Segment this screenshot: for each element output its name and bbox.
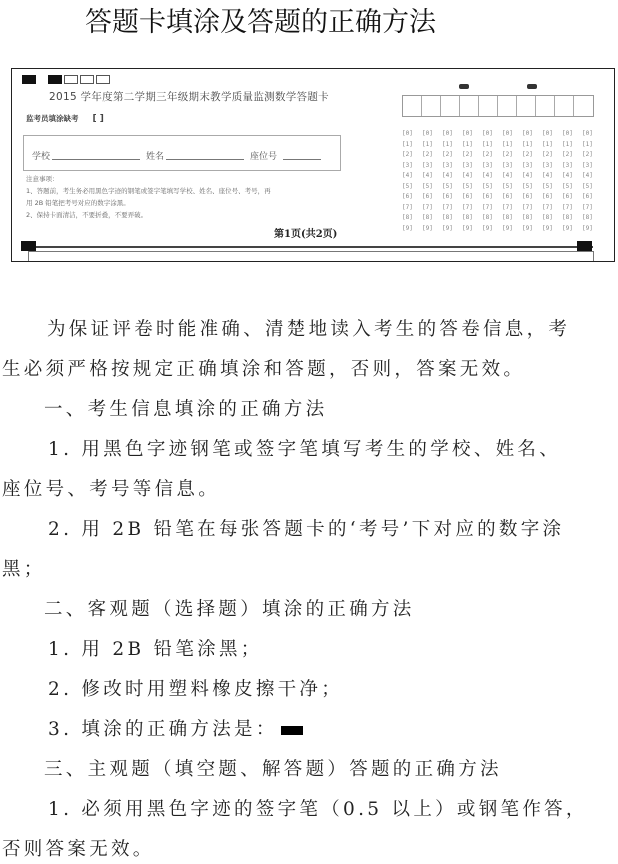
section2-item2: 2. 修改时用塑料橡皮擦干净； — [48, 679, 344, 700]
digit-bubble: [4] — [442, 172, 453, 179]
digit-bubble: [6] — [582, 193, 593, 200]
digit-bubble: [0] — [582, 130, 593, 137]
digit-bubble: [3] — [542, 161, 553, 169]
section-heading-1: 一、考生信息填涂的正确方法 — [44, 399, 328, 420]
digit-bubble: [0] — [442, 130, 453, 137]
section1-item1-line: 1. 用黑色字迹钢笔或签字笔填写考生的学校、姓名、 — [48, 439, 562, 460]
digit-bubble: [4] — [542, 172, 553, 179]
alignment-block-left — [21, 241, 36, 251]
digit-bubble: [7] — [582, 203, 593, 211]
digit-bubble: [7] — [442, 203, 453, 211]
section-heading-3: 三、主观题（填空题、解答题）答题的正确方法 — [44, 759, 502, 780]
digit-bubble: [8] — [422, 214, 433, 221]
section1-item2-line: 2. 用 2B 铅笔在每张答题卡的‘考号’下对应的数字涂 — [48, 519, 565, 540]
digit-bubble: [2] — [502, 151, 513, 158]
digit-bubble: [6] — [402, 193, 413, 200]
digit-bubble: [8] — [582, 214, 593, 221]
digit-bubble: [0] — [522, 130, 533, 137]
digit-bubble: [9] — [522, 224, 533, 232]
digit-bubble: [6] — [542, 193, 553, 200]
info-field-blank — [166, 158, 244, 160]
section2-item1: 1. 用 2B 铅笔涂黑； — [48, 639, 263, 660]
digit-bubble: [1] — [582, 140, 593, 148]
proctor-absence-field — [26, 113, 104, 124]
exam-number-box — [460, 96, 479, 116]
card-inner-frame — [28, 251, 594, 262]
exam-number-box — [517, 96, 536, 116]
exam-number-label-glyph — [459, 84, 469, 89]
digit-bubble: [7] — [522, 203, 533, 211]
digit-bubble: [3] — [442, 161, 453, 169]
info-field-blank — [283, 158, 321, 160]
answer-card-title: 2015 学年度第二学期三年级期末教学质量监测数学答题卡 — [49, 91, 329, 103]
exam-number-label-glyph — [527, 84, 537, 89]
exam-number-box — [403, 96, 422, 116]
digit-bubble: [0] — [502, 130, 513, 137]
digit-bubble: [1] — [402, 140, 413, 148]
intro-paragraph-line: 为保证评卷时能准确、清楚地读入考生的答卷信息，考 — [47, 319, 571, 340]
digit-bubble: [4] — [462, 172, 473, 179]
digit-bubble: [7] — [502, 203, 513, 211]
digit-bubble: [3] — [422, 161, 433, 169]
digit-bubble: [8] — [502, 214, 513, 221]
digit-bubble: [7] — [422, 203, 433, 211]
digit-bubble: [0] — [422, 130, 433, 137]
page-title: 答题卡填涂及答题的正确方法 — [85, 7, 436, 38]
intro-paragraph-line: 生必须严格按规定正确填涂和答题，否则，答案无效。 — [2, 359, 526, 380]
digit-bubble: [5] — [402, 182, 413, 190]
digit-bubble: [5] — [482, 182, 493, 190]
digit-bubble: [4] — [522, 172, 533, 179]
exam-number-boxes — [402, 95, 594, 117]
digit-bubble: [5] — [462, 182, 473, 190]
digit-bubble: [8] — [442, 214, 453, 221]
digit-bubble: [0] — [402, 130, 413, 137]
note-line: 2、保持卡面清洁，不要折叠，不要弄破。 — [26, 211, 148, 219]
digit-bubble: [3] — [462, 161, 473, 169]
digit-bubble: [3] — [582, 161, 593, 169]
digit-bubble: [2] — [482, 151, 493, 158]
digit-bubble: [1] — [482, 140, 493, 148]
digit-bubble: [3] — [522, 161, 533, 169]
exam-number-box — [574, 96, 593, 116]
digit-bubble: [1] — [542, 140, 553, 148]
exam-number-digit-grid — [402, 129, 602, 234]
digit-bubble: [5] — [542, 182, 553, 190]
digit-bubble: [0] — [542, 130, 553, 137]
note-line: 用 2B 铅笔把考号对应的数字涂黑。 — [26, 199, 130, 207]
digit-bubble: [1] — [462, 140, 473, 148]
proctor-bracket: [ ] — [92, 114, 104, 124]
answer-card-image — [11, 68, 615, 262]
digit-bubble: [7] — [482, 203, 493, 211]
info-field-blank — [52, 158, 140, 160]
alignment-block-right — [577, 241, 592, 251]
digit-bubble: [1] — [502, 140, 513, 148]
digit-bubble: [6] — [522, 193, 533, 200]
digit-bubble: [9] — [462, 224, 473, 232]
info-field-label: 学校 — [32, 152, 51, 162]
position-marks — [22, 75, 112, 84]
card-bottom-rule — [25, 246, 593, 248]
empty-mark-icon — [96, 75, 110, 84]
exam-number-box — [555, 96, 574, 116]
digit-bubble: [7] — [542, 203, 553, 211]
digit-bubble: [9] — [502, 224, 513, 232]
exam-number-box — [441, 96, 460, 116]
info-field-label: 姓名 — [146, 152, 165, 162]
digit-bubble: [9] — [422, 224, 433, 232]
filled-bubble-sample-icon — [281, 726, 303, 735]
digit-bubble: [2] — [462, 151, 473, 158]
exam-number-box — [536, 96, 555, 116]
digit-bubble: [1] — [562, 140, 573, 148]
digit-bubble: [1] — [422, 140, 433, 148]
digit-bubble: [6] — [562, 193, 573, 200]
digit-bubble: [4] — [422, 172, 433, 179]
digit-bubble: [7] — [562, 203, 573, 211]
digit-bubble: [5] — [562, 182, 573, 190]
digit-bubble: [4] — [562, 172, 573, 179]
digit-bubble: [5] — [502, 182, 513, 190]
filled-mark-icon — [48, 75, 62, 84]
section3-item1-line: 否则答案无效。 — [2, 839, 155, 860]
digit-bubble: [2] — [582, 151, 593, 158]
student-info-box — [23, 135, 341, 171]
digit-bubble: [8] — [402, 214, 413, 221]
digit-bubble: [0] — [462, 130, 473, 137]
digit-bubble: [2] — [422, 151, 433, 158]
note-line: 1、答题前，考生务必用黑色字迹的钢笔或签字笔填写学校、姓名、座位号、考号，再 — [26, 187, 271, 195]
digit-bubble: [0] — [482, 130, 493, 137]
filled-mark-icon — [22, 75, 36, 84]
digit-bubble: [8] — [482, 214, 493, 221]
digit-bubble: [3] — [502, 161, 513, 169]
digit-bubble: [3] — [562, 161, 573, 169]
digit-bubble: [4] — [582, 172, 593, 179]
digit-bubble: [2] — [522, 151, 533, 158]
digit-bubble: [4] — [502, 172, 513, 179]
digit-bubble: [6] — [502, 193, 513, 200]
digit-bubble: [3] — [402, 161, 413, 169]
section3-item1-line: 1. 必须用黑色字迹的签字笔（0.5 以上）或钢笔作答， — [48, 799, 588, 820]
student-info-row — [32, 149, 323, 162]
exam-number-box — [479, 96, 498, 116]
section-heading-2: 二、客观题（选择题）填涂的正确方法 — [44, 599, 415, 620]
digit-bubble: [7] — [402, 203, 413, 211]
digit-bubble: [4] — [482, 172, 493, 179]
digit-bubble: [5] — [522, 182, 533, 190]
digit-bubble: [9] — [482, 224, 493, 232]
digit-bubble: [7] — [462, 203, 473, 211]
proctor-label: 监考员填涂缺考 — [26, 114, 79, 123]
digit-bubble: [2] — [402, 151, 413, 158]
digit-bubble: [2] — [542, 151, 553, 158]
notes-section — [26, 173, 271, 221]
digit-bubble: [8] — [542, 214, 553, 221]
digit-bubble: [8] — [522, 214, 533, 221]
digit-bubble: [2] — [562, 151, 573, 158]
digit-bubble: [0] — [562, 130, 573, 137]
digit-bubble: [6] — [462, 193, 473, 200]
digit-bubble: [1] — [522, 140, 533, 148]
digit-bubble: [2] — [442, 151, 453, 158]
exam-number-box — [498, 96, 517, 116]
digit-bubble: [3] — [482, 161, 493, 169]
digit-bubble: [9] — [582, 224, 593, 232]
digit-bubble: [8] — [462, 214, 473, 221]
page-number-label: 第1页(共2页) — [274, 229, 338, 240]
empty-mark-icon — [80, 75, 94, 84]
digit-bubble: [6] — [422, 193, 433, 200]
digit-bubble: [1] — [442, 140, 453, 148]
section1-item2-line: 黑； — [2, 559, 46, 580]
digit-bubble: [6] — [442, 193, 453, 200]
digit-bubble: [5] — [442, 182, 453, 190]
digit-bubble: [9] — [562, 224, 573, 232]
exam-number-box — [422, 96, 441, 116]
digit-bubble: [8] — [562, 214, 573, 221]
empty-mark-icon — [64, 75, 78, 84]
notes-heading: 注意事项： — [26, 175, 59, 183]
section2-item3 — [48, 718, 618, 742]
section1-item1-line: 座位号、考号等信息。 — [2, 479, 221, 500]
digit-bubble: [4] — [402, 172, 413, 179]
section2-item3-text: 3. 填涂的正确方法是： — [48, 719, 278, 740]
digit-bubble: [5] — [582, 182, 593, 190]
digit-bubble: [9] — [542, 224, 553, 232]
digit-bubble: [9] — [442, 224, 453, 232]
digit-bubble: [6] — [482, 193, 493, 200]
info-field-label: 座位号 — [250, 152, 278, 162]
digit-bubble: [5] — [422, 182, 433, 190]
digit-bubble: [9] — [402, 224, 413, 232]
